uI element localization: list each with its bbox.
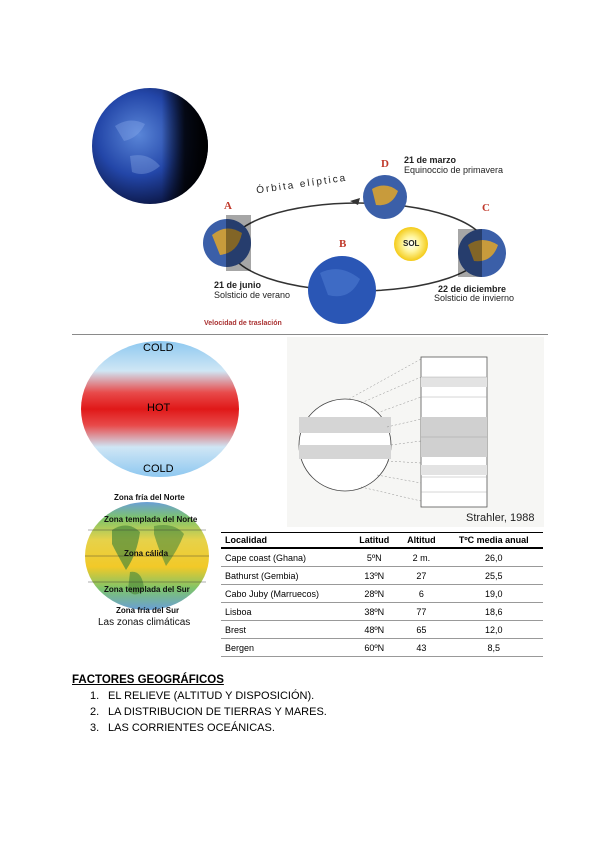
zones-caption: Las zonas climáticas [98,617,191,628]
list-item-text: LA DISTRIBUCION DE TIERRAS Y MARES. [108,706,327,718]
cell-altitude: 43 [398,639,444,657]
list-item-number: 2. [90,706,100,718]
climate-table [221,532,543,657]
cell-altitude: 77 [398,603,444,621]
cell-locality: Brest [221,621,350,639]
zone-label-north-temperate: Zona templada del Norte [104,515,198,524]
header-temperature: TºC media anual [444,533,543,549]
zone-label-north-cold: Zona fría del Norte [114,493,185,502]
cell-altitude: 27 [398,567,444,585]
list-item-number: 3. [90,722,100,734]
list-item-number: 1. [90,690,100,702]
zone-label-south-cold: Zona fría del Sur [116,606,180,615]
orbit-title: Órbita elíptica [255,172,348,197]
cell-latitude: 60ºN [350,639,398,657]
list-item-text: EL RELIEVE (ALTITUD Y DISPOSICIÓN). [108,690,315,702]
strahler-credit: Strahler, 1988 [466,512,535,524]
table-row [221,603,543,621]
table-row [221,621,543,639]
orbit-point-d-label: Equinoccio de primavera [404,165,504,175]
cell-latitude: 48ºN [350,621,398,639]
cell-temperature: 12,0 [444,621,543,639]
factors-list [90,688,327,736]
cell-temperature: 18,6 [444,603,543,621]
heat-cold-bottom: COLD [143,463,174,475]
table-header-row [221,533,543,549]
cell-latitude: 38ºN [350,603,398,621]
list-item [90,704,327,720]
cell-latitude: 13ºN [350,567,398,585]
orbit-point-c-label: Solsticio de invierno [434,293,515,303]
climate-table-wrapper [221,532,543,657]
orbit-point-b-letter: B [339,238,347,250]
list-item [90,720,327,736]
earth-globe-image [90,86,210,206]
cell-latitude: 28ºN [350,585,398,603]
cell-locality: Bathurst (Gembia) [221,567,350,585]
zone-label-warm: Zona cálida [124,549,169,558]
orbit-footer: Velocidad de traslación [204,320,282,327]
orbit-point-c-letter: C [482,202,490,214]
cell-temperature: 8,5 [444,639,543,657]
orbit-point-a-date: 21 de junio [214,280,262,290]
heat-cold-top: COLD [143,342,174,354]
list-item [90,688,327,704]
cell-temperature: 25,5 [444,567,543,585]
cell-altitude: 65 [398,621,444,639]
header-locality: Localidad [221,533,350,549]
list-item-text: LAS CORRIENTES OCEÁNICAS. [108,722,275,734]
cell-altitude: 6 [398,585,444,603]
header-latitude: Latitud [350,533,398,549]
cell-temperature: 26,0 [444,548,543,567]
orbit-point-d-letter: D [381,158,389,170]
orbit-point-c-date: 22 de diciembre [438,284,507,294]
cell-latitude: 5ºN [350,548,398,567]
table-row [221,639,543,657]
orbit-diagram [200,155,520,330]
cell-temperature: 19,0 [444,585,543,603]
orbit-point-d-date: 21 de marzo [404,155,457,165]
cell-locality: Cape coast (Ghana) [221,548,350,567]
cell-locality: Cabo Juby (Marruecos) [221,585,350,603]
cell-locality: Bergen [221,639,350,657]
factors-title: FACTORES GEOGRÁFICOS [72,674,224,686]
orbit-point-a-letter: A [224,200,232,212]
header-altitude: Altitud [398,533,444,549]
table-row [221,585,543,603]
zone-label-south-temperate: Zona templada del Sur [104,585,190,594]
cell-locality: Lisboa [221,603,350,621]
cell-altitude: 2 m. [398,548,444,567]
table-row [221,548,543,567]
orbit-point-a-label: Solsticio de verano [214,290,291,300]
section-divider [72,334,548,335]
table-row [221,567,543,585]
strahler-radiation-diagram [287,337,544,527]
sun-label: SOL [403,239,420,248]
heat-hot-middle: HOT [147,402,171,414]
